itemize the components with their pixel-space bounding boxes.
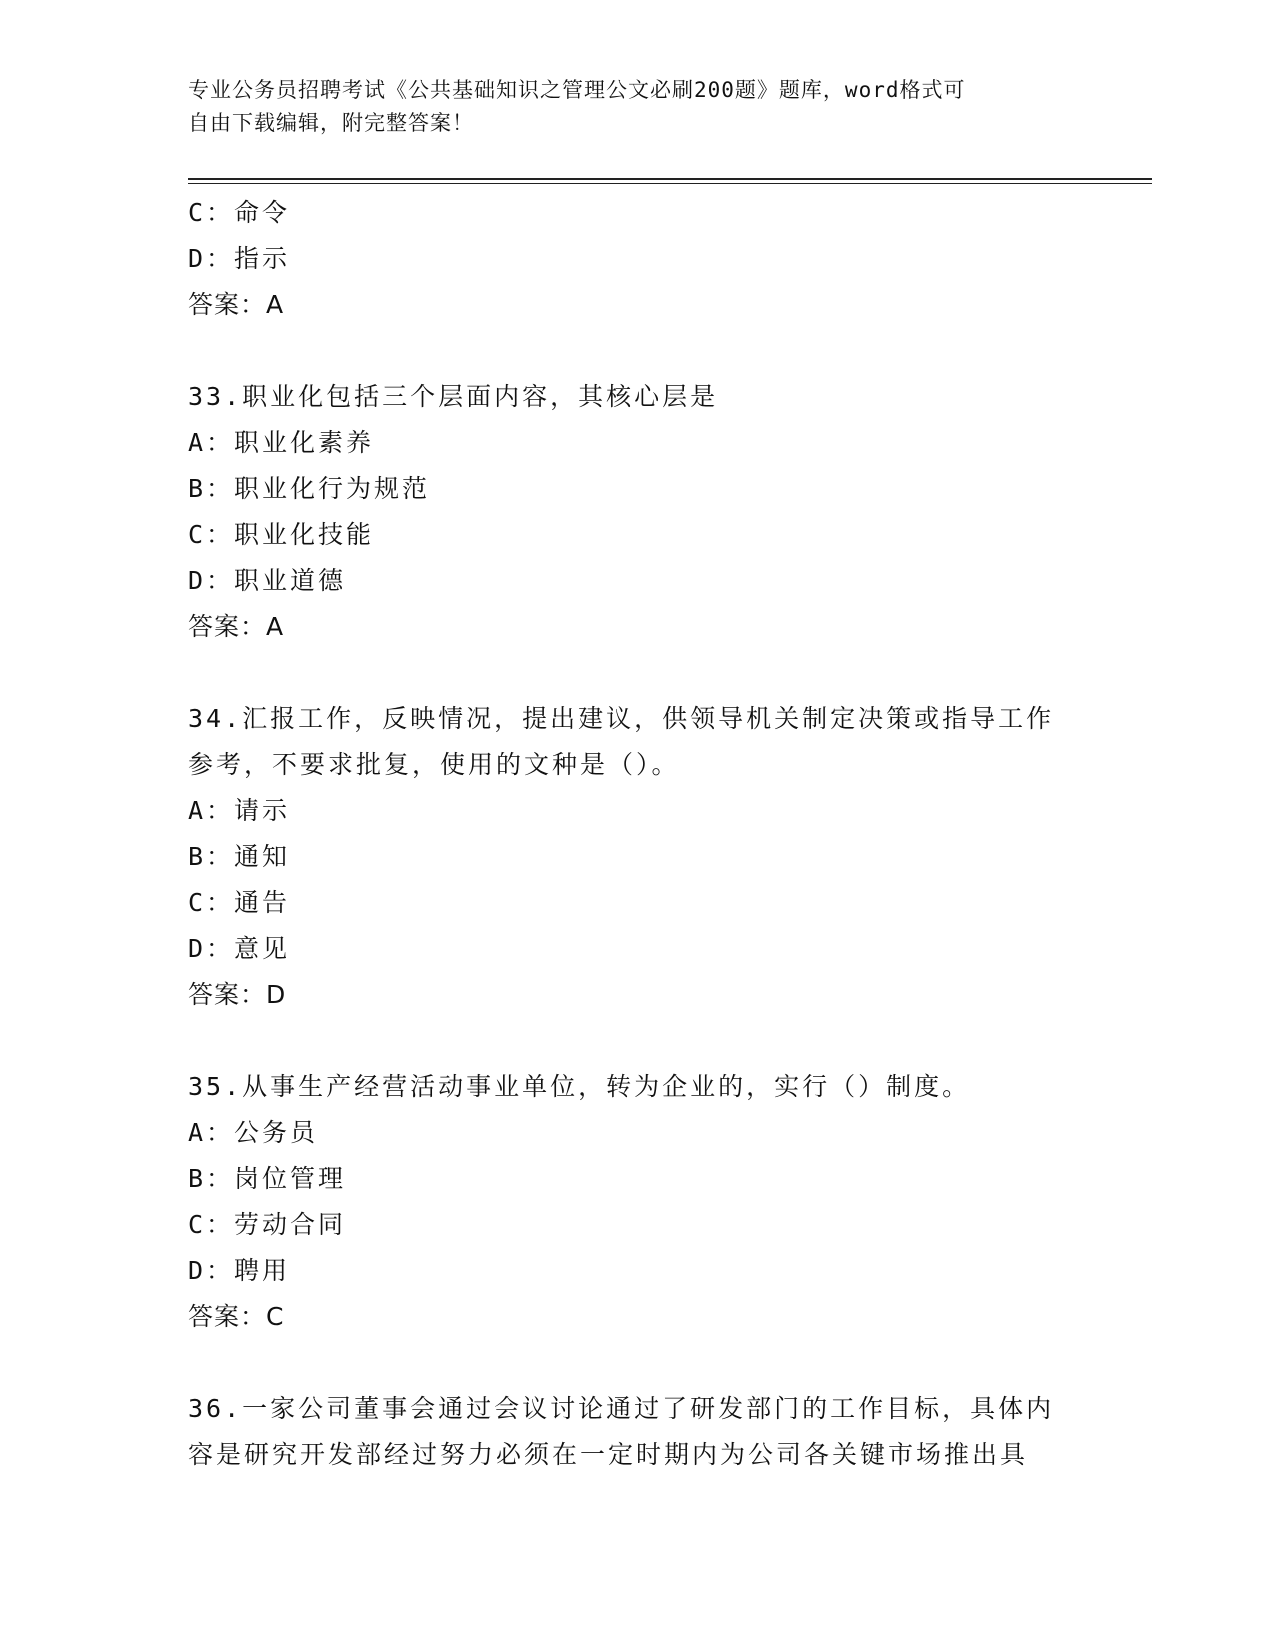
option-d: D：职业道德 — [188, 566, 347, 595]
question-stem: 35.从事生产经营活动事业单位，转为企业的，实行（）制度。 — [188, 1072, 971, 1101]
answer: 答案：A — [188, 612, 285, 641]
answer: 答案：D — [188, 980, 287, 1009]
question-stem-cont: 参考，不要求批复，使用的文种是（）。 — [188, 750, 680, 779]
question-list — [188, 190, 1088, 1478]
page-header — [188, 74, 1068, 140]
option-c: C：命令 — [188, 198, 291, 227]
option-c: C：劳动合同 — [188, 1210, 347, 1239]
question-stem: 33.职业化包括三个层面内容，其核心层是 — [188, 382, 719, 411]
option-b: B：岗位管理 — [188, 1164, 347, 1193]
spacer — [188, 328, 1088, 374]
question-stem-cont: 容是研究开发部经过努力必须在一定时期内为公司各关键市场推出具 — [188, 1440, 1029, 1469]
header-line-1: 专业公务员招聘考试《公共基础知识之管理公文必刷200题》题库，word格式可 — [188, 78, 966, 102]
option-b: B：通知 — [188, 842, 291, 871]
option-d: D：指示 — [188, 244, 291, 273]
option-c: C：职业化技能 — [188, 520, 375, 549]
question-stem: 36.一家公司董事会通过会议讨论通过了研发部门的工作目标，具体内 — [188, 1394, 1055, 1423]
header-rule-thick — [188, 178, 1152, 180]
question-stem: 34.汇报工作，反映情况，提出建议，供领导机关制定决策或指导工作 — [188, 704, 1055, 733]
spacer — [188, 1340, 1088, 1386]
spacer — [188, 650, 1088, 696]
option-b: B：职业化行为规范 — [188, 474, 431, 503]
answer: 答案：A — [188, 290, 285, 319]
header-rule-thin — [188, 183, 1152, 184]
option-a: A：职业化素养 — [188, 428, 375, 457]
option-d: D：聘用 — [188, 1256, 291, 1285]
option-c: C：通告 — [188, 888, 291, 917]
option-a: A：公务员 — [188, 1118, 319, 1147]
spacer — [188, 1018, 1088, 1064]
header-line-2: 自由下载编辑，附完整答案！ — [188, 111, 474, 135]
option-a: A：请示 — [188, 796, 291, 825]
answer: 答案：C — [188, 1302, 285, 1331]
option-d: D：意见 — [188, 934, 291, 963]
